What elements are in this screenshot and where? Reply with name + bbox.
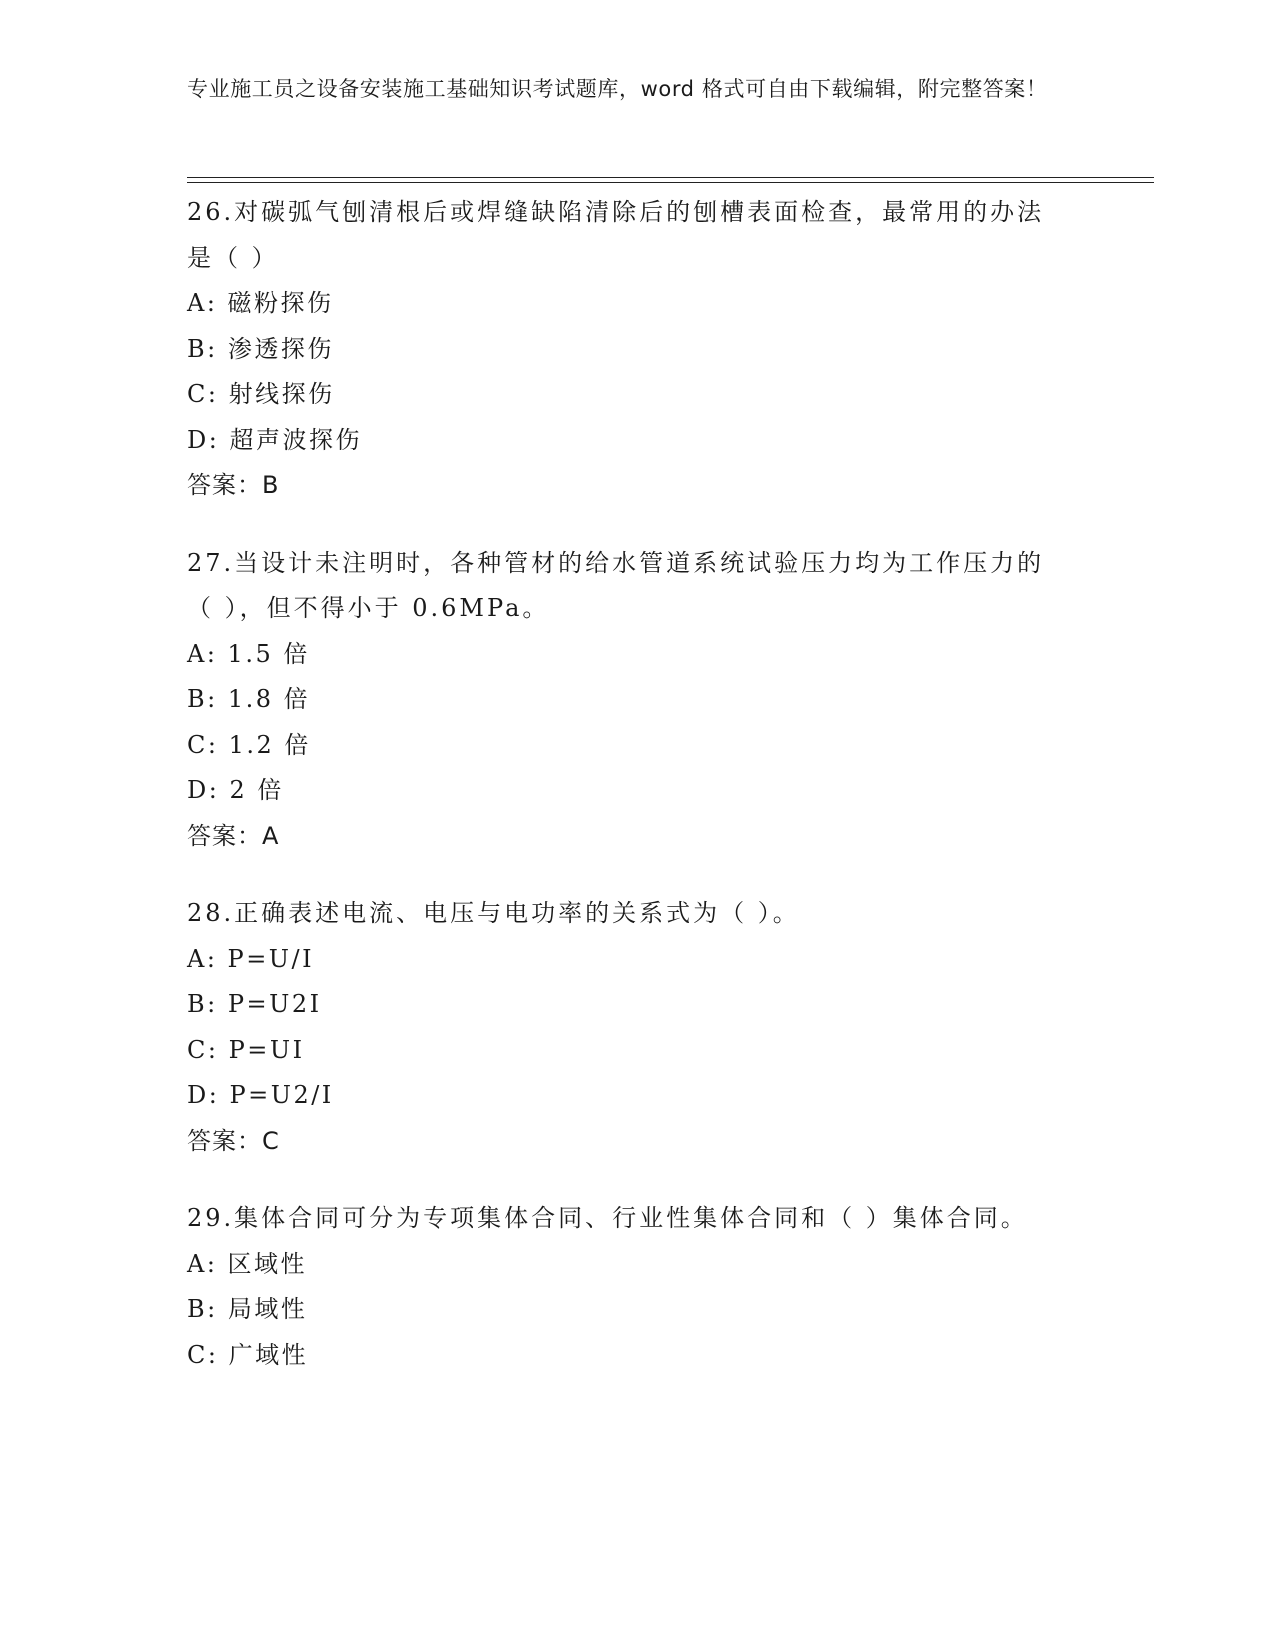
question-stem: 27.当设计未注明时，各种管材的给水管道系统试验压力均为工作压力的（ ），但不得小于 0.6MPa。	[187, 548, 1045, 622]
question-28	[187, 891, 1087, 1164]
option-d: D: 超声波探伤	[187, 425, 362, 454]
option-a: A: 1.5 倍	[187, 639, 310, 668]
question-26	[187, 190, 1087, 509]
question-29	[187, 1196, 1087, 1378]
option-a: A: 区域性	[187, 1249, 308, 1278]
option-d: D: P=U2/I	[187, 1081, 334, 1109]
question-stem: 28.正确表述电流、电压与电功率的关系式为（ ）。	[187, 899, 800, 927]
answer-line: 答案：C	[187, 1126, 280, 1155]
answer-line: 答案：B	[187, 471, 280, 499]
option-d: D: 2 倍	[187, 776, 284, 804]
answer-line: 答案：A	[187, 821, 280, 850]
option-c: C: P=UI	[187, 1035, 305, 1064]
option-c: C: 射线探伤	[187, 380, 335, 408]
header-divider-top	[187, 177, 1154, 178]
option-c: C: 广域性	[187, 1340, 309, 1369]
question-stem: 26.对碳弧气刨清根后或焊缝缺陷清除后的刨槽表面检查，最常用的办法是（ ）	[187, 198, 1045, 272]
option-b: B: 渗透探伤	[187, 334, 334, 363]
question-27	[187, 541, 1087, 860]
question-stem: 29.集体合同可分为专项集体合同、行业性集体合同和（ ）集体合同。	[187, 1204, 1028, 1232]
option-c: C: 1.2 倍	[187, 730, 311, 759]
option-a: A: P=U/I	[187, 944, 315, 973]
option-b: B: 局域性	[187, 1295, 308, 1323]
option-a: A: 磁粉探伤	[187, 289, 334, 317]
header-divider-bottom	[187, 182, 1154, 183]
document-header: 专业施工员之设备安装施工基础知识考试题库，word 格式可自由下载编辑，附完整答案！	[187, 77, 1048, 101]
question-list	[187, 190, 1087, 1410]
option-b: B: P=U2I	[187, 990, 322, 1018]
option-b: B: 1.8 倍	[187, 685, 311, 713]
